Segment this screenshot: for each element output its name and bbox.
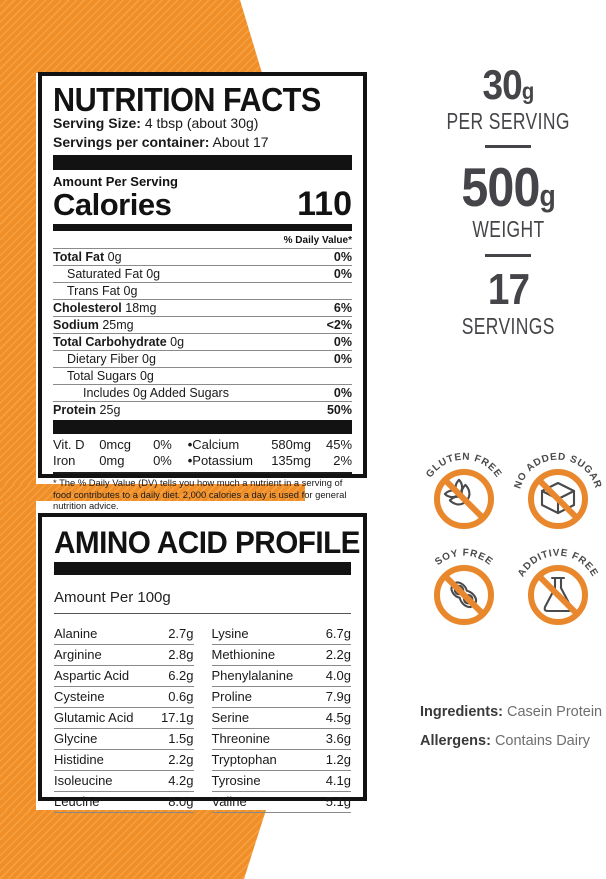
amino-acid-name: Phenylalanine [211, 668, 294, 683]
micronutrient-cell: 0% [153, 437, 172, 452]
amino-acid-value: 0.6g [168, 689, 194, 704]
amino-acid-value: 5.1g [325, 794, 351, 809]
amino-acid-row [54, 645, 194, 666]
nutrient-row [53, 401, 352, 418]
micronutrient-cell: Potassium [192, 453, 253, 468]
nutrient-name: Trans Fat 0g [67, 283, 138, 298]
amino-acid-value: 6.2g [168, 668, 194, 683]
amino-acid-name: Cysteine [54, 689, 105, 704]
micronutrient-cell: 0mcg [99, 437, 131, 452]
micronutrient-cell: • [187, 437, 193, 452]
amino-acid-row [54, 687, 194, 708]
nutrient-percent: 50% [326, 402, 352, 417]
badge-label: SOY FREE [433, 547, 495, 568]
nutrient-name: Dietary Fiber 0g [67, 351, 156, 366]
orange-ribbon-top [0, 0, 270, 73]
allergens-label: Allergens: [420, 733, 491, 749]
amino-acid-name: Tryptophan [211, 752, 277, 767]
stat-value: 17 [487, 264, 529, 314]
micronutrient-cell: 45% [325, 437, 353, 452]
amino-acid-row [54, 792, 194, 813]
amino-acid-row [212, 624, 352, 645]
badge-grid [418, 437, 604, 629]
nutrient-row [53, 316, 352, 333]
amino-acid-row [212, 729, 352, 750]
amino-acid-value: 7.9g [325, 689, 351, 704]
stat-divider [485, 254, 531, 257]
amount-per-100g: Amount Per 100g [54, 583, 351, 614]
micronutrient-row [53, 437, 352, 453]
nutrient-percent: 0% [333, 351, 352, 366]
amino-acid-row [212, 666, 352, 687]
nutrient-row [53, 265, 352, 282]
stat-unit: g [539, 180, 555, 214]
amino-acid-name: Alanine [54, 626, 98, 641]
nutrient-percent: 0% [333, 249, 352, 264]
amino-acid-name: Proline [211, 689, 252, 704]
divider-bar [53, 224, 352, 231]
amino-acid-name: Tyrosine [211, 773, 261, 788]
badge-additive-free [512, 533, 604, 629]
ingredients-block [420, 704, 604, 762]
stat-value: 500g [461, 156, 555, 219]
amino-acid-value: 4.2g [168, 773, 194, 788]
amino-acid-name: Valine [211, 794, 247, 809]
amino-acid-row [54, 666, 194, 687]
stat-block [410, 156, 606, 243]
amino-acid-value: 4.0g [325, 668, 351, 683]
badge-label: ADDITIVE FREE [516, 547, 600, 579]
amino-acid-panel [38, 513, 367, 809]
amino-acid-name: Isoleucine [54, 773, 113, 788]
ingredients-line [420, 704, 604, 720]
nutrient-name: Sodium 25mg [53, 317, 134, 332]
ingredients-label: Ingredients: [420, 704, 503, 720]
divider-bar [53, 420, 352, 434]
servings-label: Servings per container: [53, 133, 210, 150]
nutrient-percent: 0% [333, 334, 352, 349]
micronutrient-cell: 135mg [271, 453, 311, 468]
badge-label: GLUTEN FREE [424, 451, 504, 481]
nutrient-row [53, 299, 352, 316]
amino-acid-value: 2.7g [168, 626, 194, 641]
stat-block [410, 264, 606, 340]
amino-acid-row [54, 708, 194, 729]
servings-value: About 17 [212, 133, 269, 150]
calories-label: Calories [53, 187, 172, 222]
amino-acid-name: Threonine [211, 731, 271, 746]
badge-no-added-sugar [512, 437, 604, 533]
nutrient-name: Cholesterol 18mg [53, 300, 157, 315]
ingredients-value: Casein Protein [507, 704, 603, 720]
stat-divider [485, 145, 531, 148]
nutrition-facts-panel [38, 72, 367, 511]
micronutrient-row [53, 453, 352, 469]
calories-value: 110 [297, 185, 352, 223]
amino-acid-table [54, 624, 351, 813]
allergens-value: Contains Dairy [494, 733, 591, 749]
daily-value-header: % Daily Value* [283, 235, 352, 246]
divider-bar [53, 155, 352, 170]
amino-column-right [212, 624, 352, 813]
amino-acid-value: 2.2g [168, 752, 194, 767]
amino-acid-name: Glutamic Acid [54, 710, 134, 725]
orange-ribbon-bottom [0, 810, 268, 879]
nutrient-percent: 0% [333, 266, 352, 281]
amino-acid-name: Arginine [54, 647, 102, 662]
nutrient-name: Total Carbohydrate 0g [53, 334, 185, 349]
amino-acid-value: 3.6g [325, 731, 351, 746]
nutrient-name: Includes 0g Added Sugars [83, 385, 229, 400]
amino-acid-row [54, 624, 194, 645]
stat-value: 30g [482, 61, 534, 108]
amino-acid-value: 17.1g [160, 710, 194, 725]
stat-block [410, 61, 606, 134]
badge-label: NO ADDED SUGAR [512, 451, 604, 491]
micronutrient-cell: • [187, 453, 193, 468]
divider-bar [54, 562, 351, 575]
nutrient-row [53, 333, 352, 350]
serving-size-label: Serving Size: [53, 115, 141, 131]
micronutrient-rows [53, 437, 352, 469]
nutrient-row [53, 367, 352, 384]
nutrition-facts-title: NUTRITION FACTS [53, 81, 321, 119]
amino-acid-name: Leucine [54, 794, 100, 809]
amino-acid-row [212, 750, 352, 771]
badge-soy-free [418, 533, 510, 629]
micronutrient-cell: Calcium [192, 437, 240, 452]
micronutrient-cell: Vit. D [53, 437, 85, 452]
amino-acid-value: 4.5g [325, 710, 351, 725]
amino-acid-value: 4.1g [325, 773, 351, 788]
amino-acid-name: Glycine [54, 731, 98, 746]
calories-row [53, 187, 352, 222]
nutrient-percent: 6% [333, 300, 352, 315]
nutrient-name: Total Fat 0g [53, 249, 122, 264]
stat-label: WEIGHT [471, 216, 545, 243]
amino-acid-value: 2.2g [325, 647, 351, 662]
amino-acid-row [212, 645, 352, 666]
svg-text:SOY FREE [433, 548, 495, 568]
amount-per-serving: Amount Per Serving [53, 174, 178, 189]
nutrient-name: Saturated Fat 0g [67, 266, 161, 281]
svg-text:GLUTEN FREE [424, 452, 504, 480]
stats-column [410, 61, 606, 340]
badge-gluten-free [418, 437, 510, 533]
nutrient-row [53, 282, 352, 299]
servings-per-container-line [53, 133, 352, 152]
amino-acid-value: 1.2g [325, 752, 351, 767]
amino-acid-row [212, 771, 352, 792]
amino-acid-value: 2.8g [168, 647, 194, 662]
nutrient-rows [53, 248, 352, 418]
amino-acid-value: 6.7g [325, 626, 351, 641]
svg-text:ADDITIVE FREE [516, 548, 600, 579]
nutrient-row [53, 384, 352, 401]
amino-acid-row [54, 729, 194, 750]
micronutrient-cell: 2% [333, 453, 353, 468]
orange-ribbon-left [0, 0, 36, 879]
daily-value-footnote: * The % Daily Value (DV) tells you how much a nutrient in a serving of food contributes to a daily diet. 2,000 calories a day is used for general nutrition advice. [53, 472, 352, 512]
allergens-line [420, 733, 604, 749]
nutrient-percent: 0% [333, 385, 352, 400]
nutrient-percent: <2% [326, 317, 352, 332]
amino-column-left [54, 624, 194, 813]
stat-unit: g [521, 78, 534, 104]
micronutrient-cell: 0mg [99, 453, 125, 468]
amino-acid-row [212, 708, 352, 729]
amino-acid-row [54, 771, 194, 792]
nutrient-row [53, 350, 352, 367]
amino-acid-name: Lysine [211, 626, 249, 641]
stat-label: SERVINGS [461, 313, 555, 340]
micronutrient-cell: 0% [153, 453, 172, 468]
nutrient-name: Protein 25g [53, 402, 121, 417]
nutrient-name: Total Sugars 0g [67, 368, 154, 383]
amino-acid-row [54, 750, 194, 771]
micronutrient-cell: Iron [53, 453, 76, 468]
amino-acid-value: 8.0g [168, 794, 194, 809]
amino-acid-name: Methionine [211, 647, 276, 662]
serving-size-value: 4 tbsp (about 30g) [144, 115, 259, 131]
micronutrient-cell: 580mg [271, 437, 311, 452]
amino-acid-name: Histidine [54, 752, 104, 767]
amino-acid-name: Serine [211, 710, 250, 725]
amino-acid-value: 1.5g [168, 731, 194, 746]
amino-acid-row [212, 687, 352, 708]
amino-acid-name: Aspartic Acid [54, 668, 130, 683]
amino-acid-title: AMINO ACID PROFILE [54, 525, 360, 560]
amino-acid-row [212, 792, 352, 813]
nutrient-row [53, 248, 352, 265]
stat-label: PER SERVING [446, 107, 570, 134]
